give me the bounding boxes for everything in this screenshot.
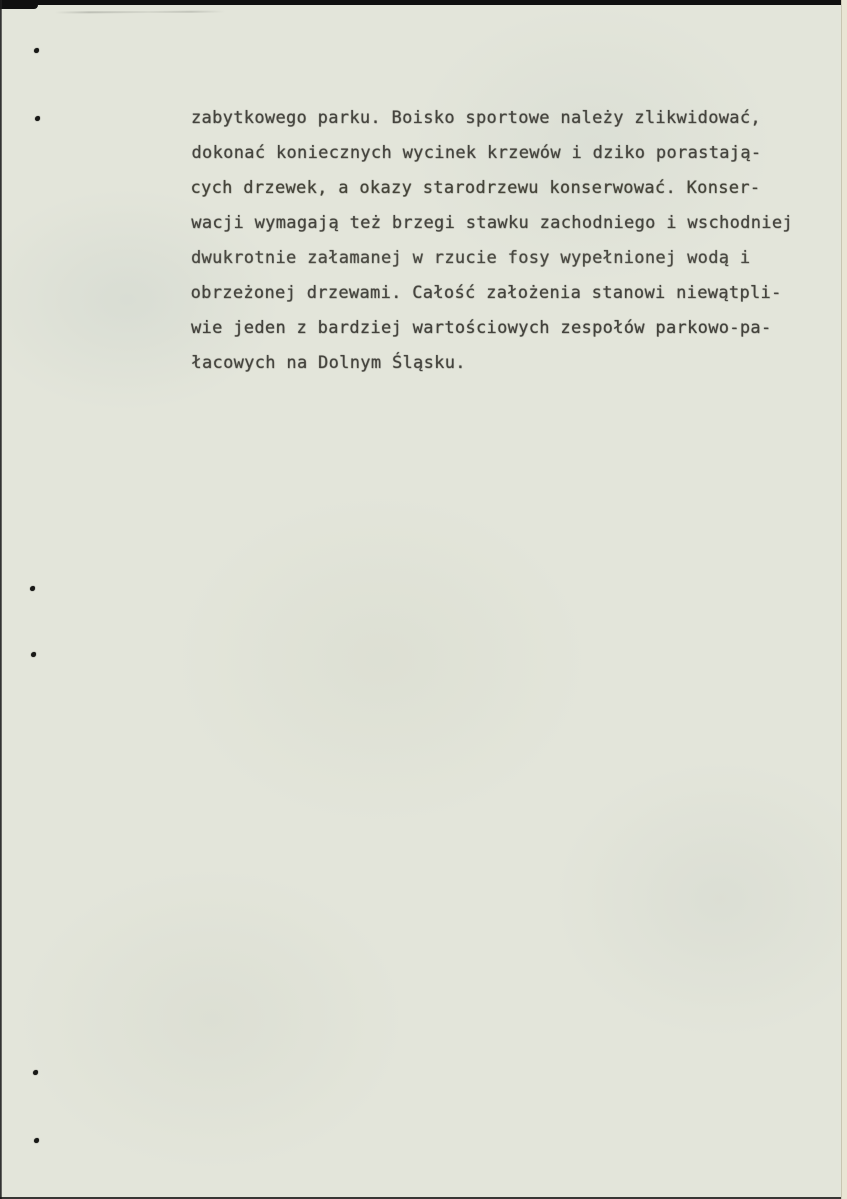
ink-dot [30, 586, 35, 591]
typewritten-paragraph [191, 101, 811, 381]
text-line: dokonać koniecznych wycinek krzewów i dziko porastają- [191, 143, 762, 163]
scan-smudge [55, 11, 225, 14]
text-line: obrzeżonej drzewami. Całość założenia stanowi niewątpli- [190, 283, 782, 303]
text-line: zabytkowego parku. Boisko sportowe należy zlikwidować, [191, 108, 761, 128]
text-line: wacji wymagają też brzegi stawku zachodniego i wschodniej [191, 213, 793, 233]
ink-dot [31, 652, 36, 657]
ink-dot [35, 116, 40, 121]
ink-dot [34, 1138, 39, 1143]
text-line: łacowych na Dolnym Śląsku. [191, 353, 466, 373]
scan-edge-left [0, 0, 2, 1199]
text-line: cych drzewek, a okazy starodrzewu konserwować. Konser- [190, 178, 761, 198]
text-line: dwukrotnie załamanej w rzucie fosy wypełnionej wodą i [191, 248, 751, 268]
ink-dot [34, 48, 39, 53]
text-line: wie jeden z bardziej wartościowych zespołów parkowo-pa- [191, 318, 772, 338]
scan-edge-top [0, 0, 847, 5]
scan-backing-strip [841, 0, 847, 1199]
ink-dot [33, 1070, 38, 1075]
scan-edge-top-left-corner [0, 0, 38, 9]
